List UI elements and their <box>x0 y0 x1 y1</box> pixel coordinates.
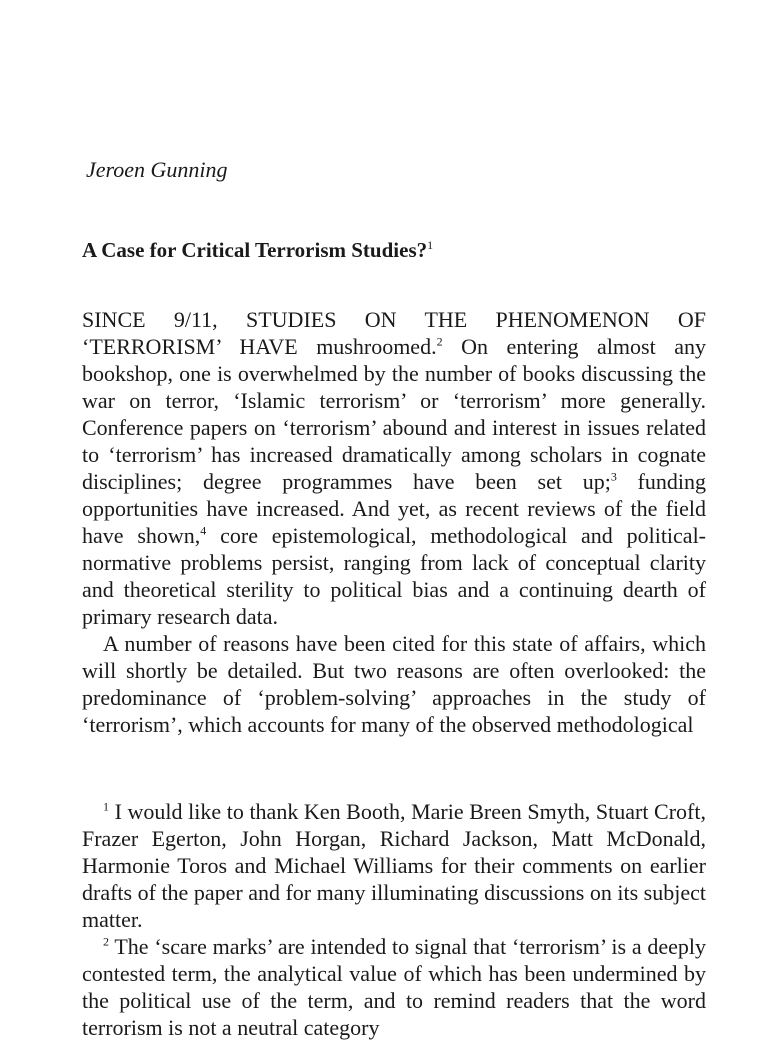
footnote-1 <box>82 798 706 933</box>
article-title-text: A Case for Critical Terrorism Studies? <box>82 238 428 262</box>
paragraph-2: A number of reasons have been cited for this state of affairs, which will shortly be detailed. But two reasons are often overlooked: the predominance of ‘problem-solving’ approaches in the study of ‘terrorism’, which accounts for many of the observed methodological <box>82 631 706 737</box>
paragraph-1 <box>82 306 706 630</box>
footnote-2 <box>82 933 706 1041</box>
footnote-1-text: I would like to thank Ken Booth, Marie Breen Smyth, Stuart Croft, Frazer Egerton, John Horgan, Richard Jackson, Matt McDonald, Harmonie Toros and Michael Williams for their comments on earlier drafts of the paper and for many illuminating discussions on its subject matter. <box>82 799 706 932</box>
footnote-ref-4[interactable]: 4 <box>200 523 207 538</box>
footnote-ref-2[interactable]: 2 <box>436 334 443 349</box>
paragraph-1-part-b: On entering almost any bookshop, one is overwhelmed by the number of books discussing the war on terror, ‘Islamic terrorism’ or ‘terrorism’ more generally. Conference papers on ‘terrorism’ abound and interest in issues related to ‘terrorism’ has increased dramatically among scholars in cognate disciplines; degree programmes have been set up; <box>82 334 706 494</box>
author-name: Jeroen Gunning <box>86 157 228 182</box>
footnote-2-text: The ‘scare marks’ are intended to signal that ‘terrorism’ is a deeply contested term, the analytical value of which has been undermined by the political use of the term, and to remind readers that the word terrorism is not a neutral category <box>82 934 706 1040</box>
article-title <box>82 235 433 265</box>
footnotes <box>82 798 706 1041</box>
paragraph-1-part-d: core epistemological, methodological and political-normative problems persist, ranging from lack of conceptual clarity and theoretical sterility to political bias and a continuing dearth of primary research data. <box>82 523 707 629</box>
footnote-ref-1[interactable]: 1 <box>427 238 434 252</box>
paragraph-1-part-c: funding opportunities have increased. And yet, as recent reviews of the field have shown, <box>82 469 706 548</box>
footnote-number-2: 2 <box>103 934 109 949</box>
document-page <box>82 0 707 1040</box>
body-text <box>82 306 706 738</box>
footnote-number-1: 1 <box>103 799 109 814</box>
footnote-ref-3[interactable]: 3 <box>610 469 617 484</box>
paragraph-1-part-a: SINCE 9/11, STUDIES ON THE PHENOMENON OF ‘TERRORISM’ HAVE mushroomed. <box>82 307 706 359</box>
